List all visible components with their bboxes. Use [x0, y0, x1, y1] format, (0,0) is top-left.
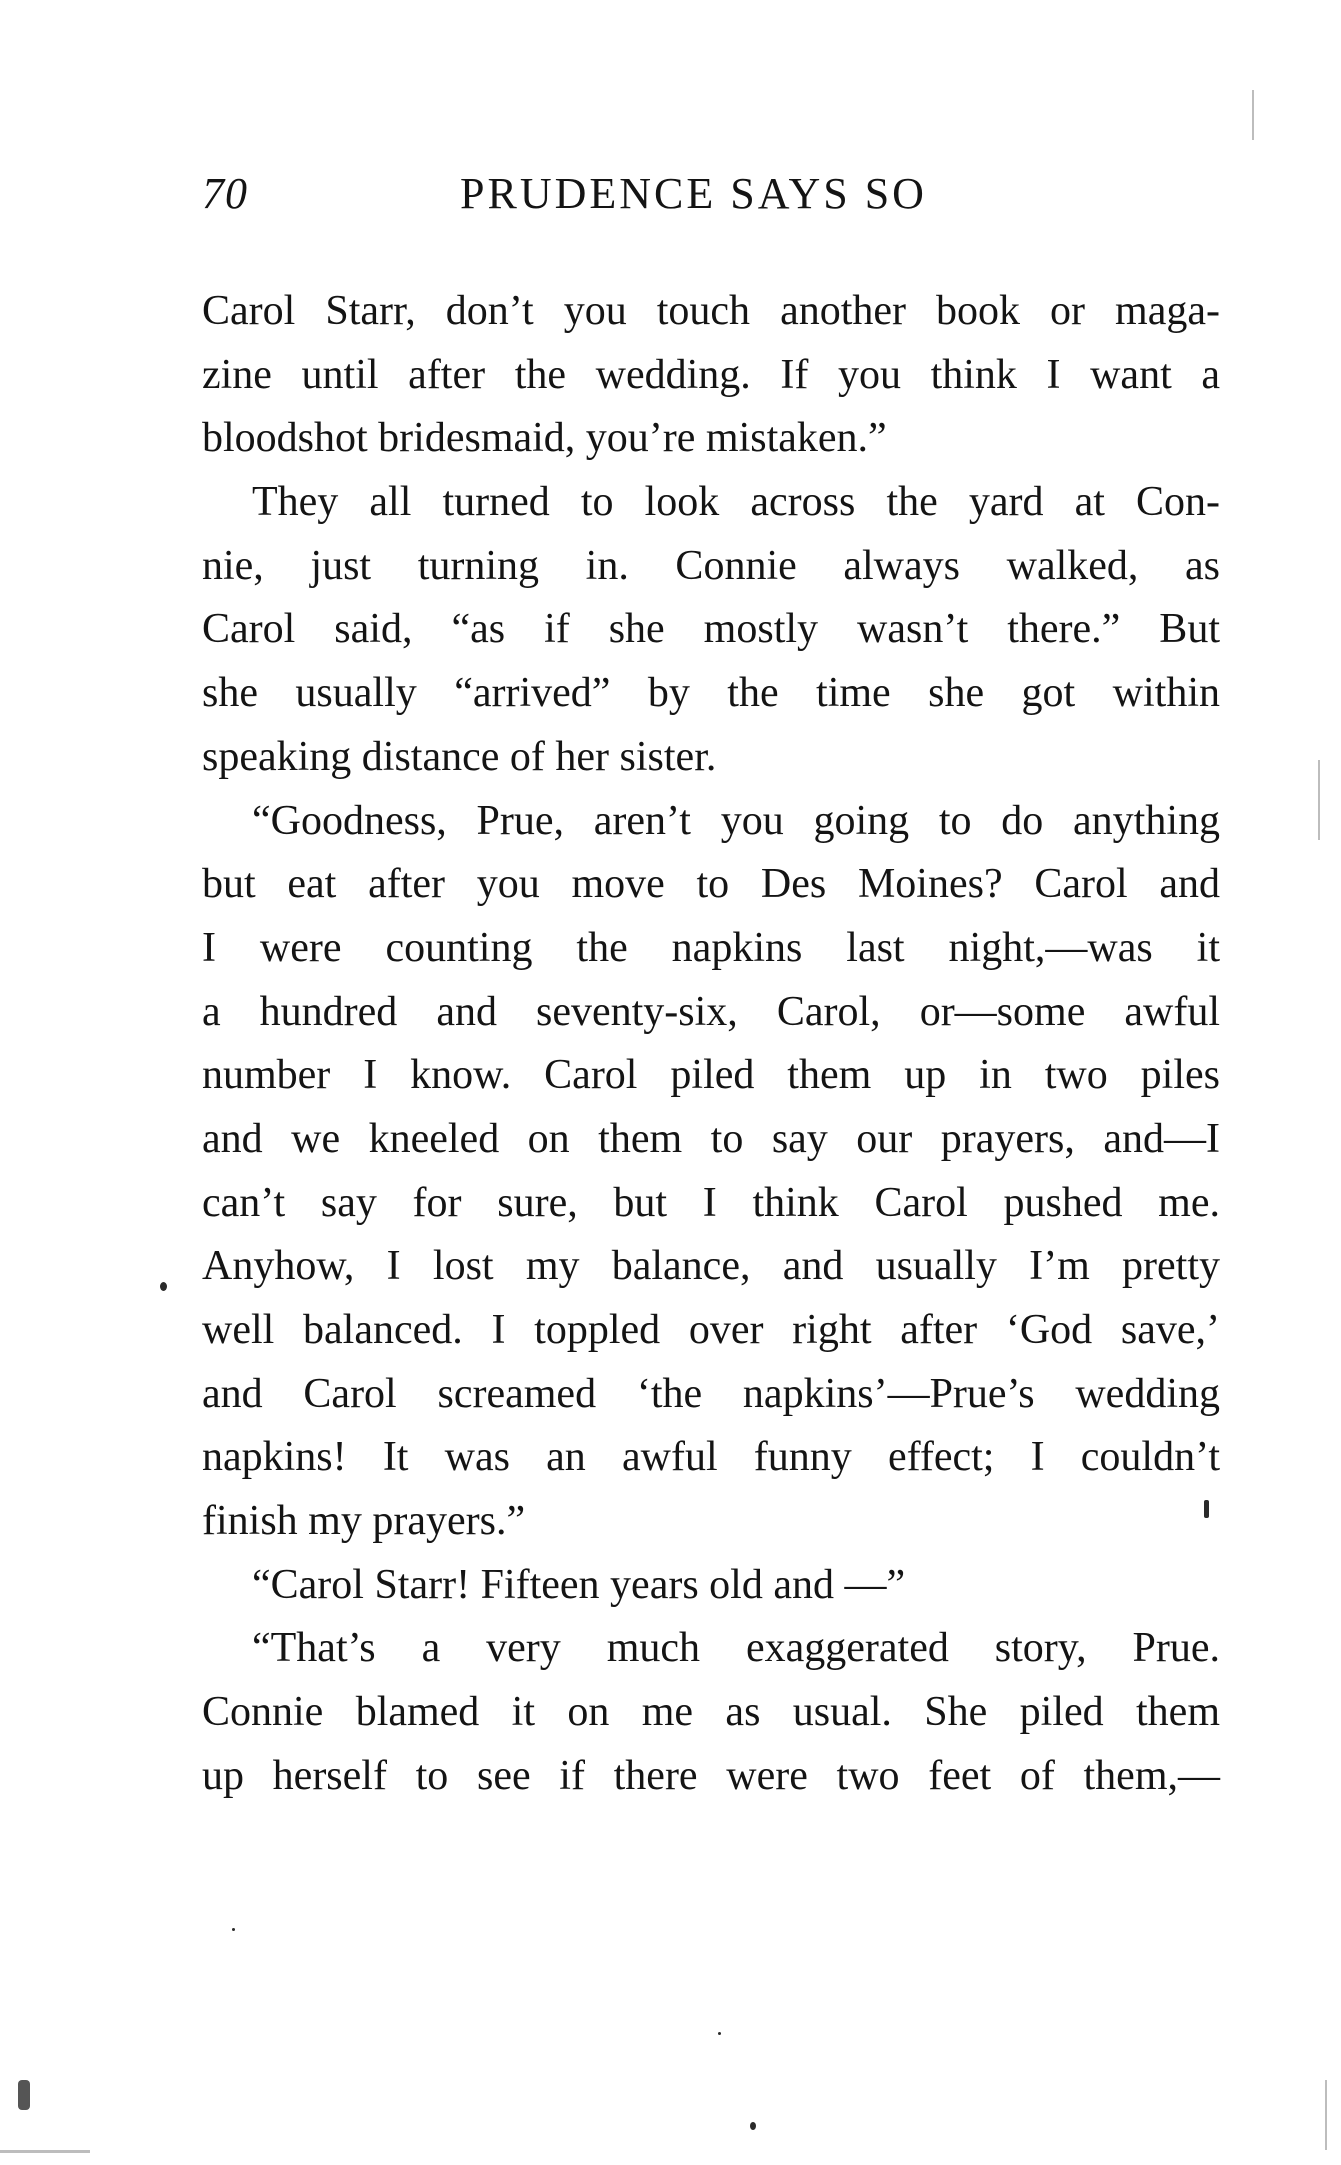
text-line: Carol said, “as if she mostly wasn’t there.” But: [202, 606, 1220, 653]
running-head: [202, 168, 1220, 228]
running-title: PRUDENCE SAYS SO: [460, 169, 927, 218]
scan-edge: [0, 2150, 90, 2153]
text-line: “Carol Starr! Fifteen years old and —”: [252, 1561, 906, 1608]
scan-edge: [1325, 2080, 1327, 2150]
scan-speck: [18, 2080, 30, 2110]
page-number: 70: [202, 169, 248, 218]
text-line: Anyhow, I lost my balance, and usually I’m pretty: [202, 1243, 1220, 1290]
text-line: up herself to see if there were two feet of them,—: [202, 1752, 1220, 1799]
text-line: Carol Starr, don’t you touch another book or maga-: [202, 288, 1220, 334]
scan-edge: [1252, 90, 1254, 140]
text-line: “Goodness, Prue, aren’t you going to do anything: [252, 797, 1220, 844]
scan-speck: [750, 2122, 756, 2130]
text-line: finish my prayers.”: [202, 1498, 526, 1545]
scan-speck: [718, 2032, 721, 2035]
text-line: zine until after the wedding. If you think I want a: [202, 351, 1220, 398]
text-line: and we kneeled on them to say our prayers, and—I: [202, 1115, 1220, 1162]
scan-speck: [160, 1282, 167, 1291]
text-line: a hundred and seventy-six, Carol, or—some awful: [202, 988, 1220, 1035]
text-line: and Carol screamed ‘the napkins’—Prue’s wedding: [202, 1370, 1220, 1417]
text-line: Connie blamed it on me as usual. She piled them: [202, 1689, 1220, 1736]
scan-edge: [1318, 760, 1320, 840]
text-line: nie, just turning in. Connie always walked, as: [202, 542, 1220, 589]
text-line: number I know. Carol piled them up in two piles: [202, 1052, 1220, 1099]
text-line: napkins! It was an awful funny effect; I couldn’t: [202, 1434, 1220, 1481]
text-line: They all turned to look across the yard at Con-: [252, 479, 1220, 526]
text-line: she usually “arrived” by the time she got within: [202, 670, 1220, 717]
scan-speck: [1204, 1500, 1209, 1518]
body-text: [202, 280, 1220, 1809]
text-line: speaking distance of her sister.: [202, 733, 717, 780]
scan-speck: [232, 1928, 235, 1931]
text-line: I were counting the napkins last night,—was it: [202, 924, 1220, 971]
text-line: “That’s a very much exaggerated story, Prue.: [252, 1625, 1220, 1672]
text-line: bloodshot bridesmaid, you’re mistaken.”: [202, 415, 887, 462]
text-line: can’t say for sure, but I think Carol pushed me.: [202, 1179, 1220, 1226]
text-line: but eat after you move to Des Moines? Carol and: [202, 861, 1220, 908]
text-line: well balanced. I toppled over right after ‘God save,’: [202, 1307, 1220, 1353]
